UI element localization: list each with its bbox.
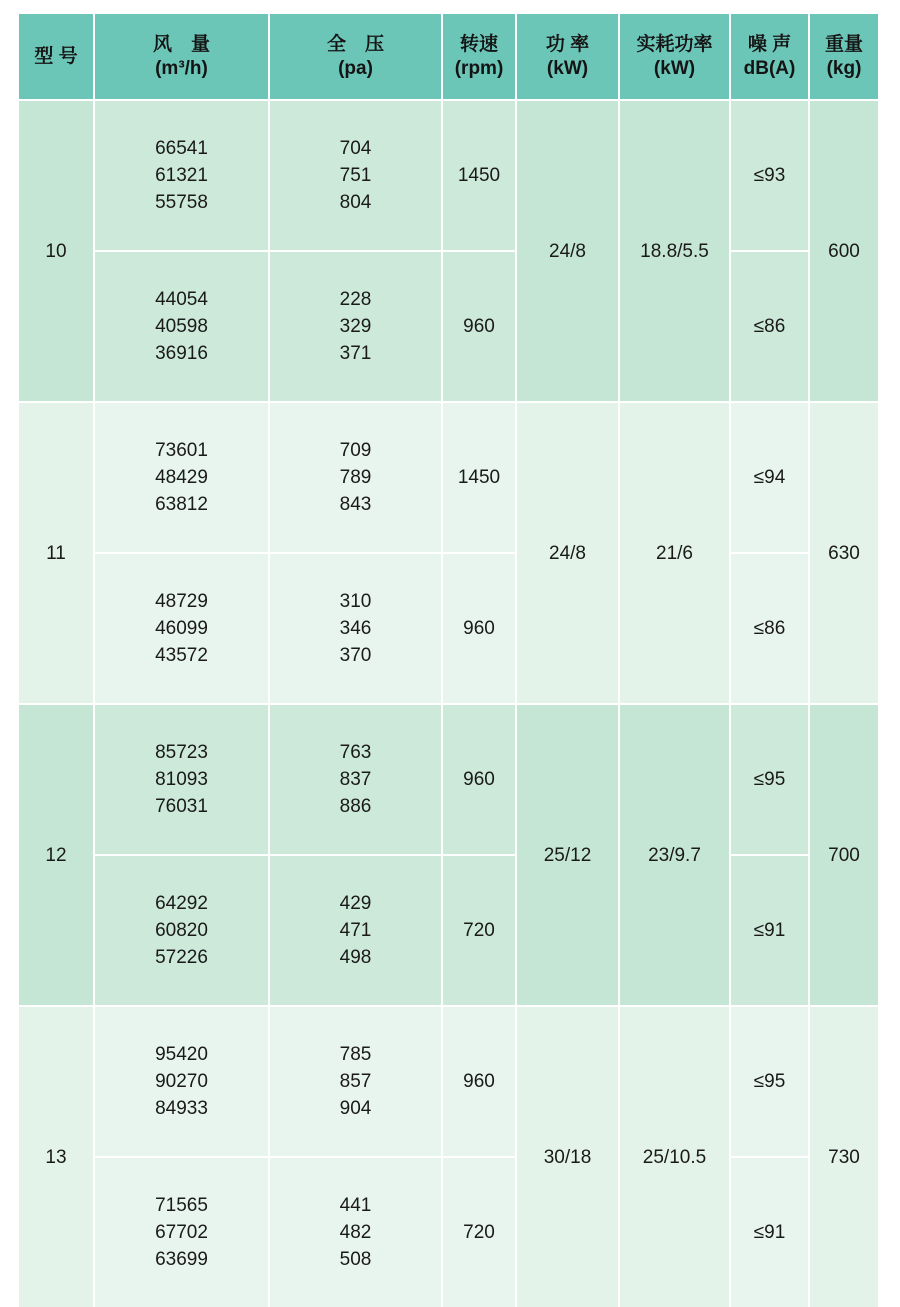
speed-cell: 720 (443, 856, 515, 1005)
airflow-cell-value: 46099 (155, 618, 208, 639)
airflow-cell-value: 44054 (155, 289, 208, 310)
pressure-cell (270, 1158, 441, 1307)
airflow-cell-value: 48429 (155, 467, 208, 488)
airflow-cell (95, 856, 268, 1005)
pressure-cell-value: 837 (339, 769, 372, 790)
pressure-cell (270, 101, 441, 250)
header-airflow-unit: (m³/h) (155, 57, 208, 79)
pressure-cell-value: 904 (339, 1098, 372, 1119)
airflow-cell-value: 57226 (155, 947, 208, 968)
airflow-cell (95, 403, 268, 552)
header-speed (443, 14, 515, 99)
table-header (19, 14, 878, 99)
airflow-cell (95, 1158, 268, 1307)
airflow-cell-value: 81093 (155, 769, 208, 790)
pressure-cell-value: 310 (339, 591, 372, 612)
speed-cell: 720 (443, 1158, 515, 1307)
header-airflow-label: 风 量 (152, 33, 210, 55)
pressure-cell-value: 843 (339, 494, 372, 515)
speed-cell: 1450 (443, 403, 515, 552)
airflow-cell-value: 48729 (155, 591, 208, 612)
pressure-cell-value: 429 (339, 893, 372, 914)
airflow-cell-value: 63699 (155, 1249, 208, 1270)
model-cell: 10 (19, 101, 93, 401)
weight-cell: 630 (810, 403, 878, 703)
pressure-cell-value: 370 (339, 645, 372, 666)
pressure-cell-value: 482 (339, 1222, 372, 1243)
pressure-cell-value: 441 (339, 1195, 372, 1216)
pressure-cell (270, 1007, 441, 1156)
header-speed-label: 转速 (459, 33, 498, 55)
header-weight-label: 重量 (824, 33, 863, 55)
pressure-cell-value: 228 (339, 289, 372, 310)
pressure-cell-value: 785 (339, 1044, 372, 1065)
airflow-cell (95, 554, 268, 703)
airflow-cell-value: 73601 (155, 440, 208, 461)
airflow-cell-value: 71565 (155, 1195, 208, 1216)
actual-power-cell: 21/6 (620, 403, 729, 703)
actual-power-cell: 18.8/5.5 (620, 101, 729, 401)
pressure-cell (270, 554, 441, 703)
pressure-cell (270, 403, 441, 552)
pressure-cell-value: 346 (339, 618, 372, 639)
pressure-cell (270, 252, 441, 401)
pressure-cell (270, 856, 441, 1005)
weight-cell: 700 (810, 705, 878, 1005)
airflow-cell-value: 85723 (155, 742, 208, 763)
header-actual-power-unit: (kW) (653, 57, 696, 79)
header-power (517, 14, 618, 99)
speed-cell: 960 (443, 1007, 515, 1156)
header-airflow (95, 14, 268, 99)
pressure-cell-value: 763 (339, 742, 372, 763)
airflow-cell (95, 101, 268, 250)
airflow-cell-value: 90270 (155, 1071, 208, 1092)
actual-power-cell: 23/9.7 (620, 705, 729, 1005)
pressure-cell-value: 886 (339, 796, 372, 817)
pressure-cell-value: 857 (339, 1071, 372, 1092)
airflow-cell-value: 84933 (155, 1098, 208, 1119)
noise-cell: ≤86 (731, 252, 808, 401)
speed-cell: 960 (443, 252, 515, 401)
speed-cell: 1450 (443, 101, 515, 250)
noise-cell: ≤93 (731, 101, 808, 250)
pressure-cell-value: 508 (339, 1249, 372, 1270)
actual-power-cell: 25/10.5 (620, 1007, 729, 1307)
model-cell: 13 (19, 1007, 93, 1307)
speed-cell: 960 (443, 554, 515, 703)
airflow-cell (95, 1007, 268, 1156)
header-speed-unit: (rpm) (454, 57, 504, 79)
header-noise-label: 噪 声 (747, 33, 792, 55)
airflow-cell-value: 64292 (155, 893, 208, 914)
header-noise (731, 14, 808, 99)
pressure-cell-value: 751 (339, 165, 372, 186)
header-actual-power-label: 实耗功率 (636, 33, 713, 55)
weight-cell: 600 (810, 101, 878, 401)
header-pressure-unit: (pa) (338, 57, 373, 79)
airflow-cell-value: 36916 (155, 343, 208, 364)
header-weight-unit: (kg) (826, 57, 862, 79)
pressure-cell (270, 705, 441, 854)
header-model-label: 型 号 (34, 45, 78, 67)
airflow-cell-value: 67702 (155, 1222, 208, 1243)
noise-cell: ≤86 (731, 554, 808, 703)
model-cell: 11 (19, 403, 93, 703)
airflow-cell-value: 76031 (155, 796, 208, 817)
header-power-label: 功 率 (545, 33, 590, 55)
airflow-cell-value: 43572 (155, 645, 208, 666)
header-actual-power (620, 14, 729, 99)
header-pressure-label: 全 压 (326, 33, 384, 55)
header-power-unit: (kW) (546, 57, 589, 79)
pressure-cell-value: 804 (339, 192, 372, 213)
airflow-cell-value: 60820 (155, 920, 208, 941)
noise-cell: ≤95 (731, 705, 808, 854)
power-cell: 30/18 (517, 1007, 618, 1307)
pressure-cell-value: 498 (339, 947, 372, 968)
pressure-cell-value: 371 (339, 343, 372, 364)
power-cell: 24/8 (517, 403, 618, 703)
noise-cell: ≤94 (731, 403, 808, 552)
pressure-cell-value: 709 (339, 440, 372, 461)
pressure-cell-value: 329 (339, 316, 372, 337)
pressure-cell-value: 471 (339, 920, 372, 941)
weight-cell: 730 (810, 1007, 878, 1307)
airflow-cell-value: 40598 (155, 316, 208, 337)
power-cell: 25/12 (517, 705, 618, 1005)
speed-cell: 960 (443, 705, 515, 854)
airflow-cell (95, 705, 268, 854)
pressure-cell-value: 704 (339, 138, 372, 159)
airflow-cell-value: 66541 (155, 138, 208, 159)
noise-cell: ≤91 (731, 1158, 808, 1307)
model-cell: 12 (19, 705, 93, 1005)
header-weight (810, 14, 878, 99)
header-model (19, 14, 93, 99)
airflow-cell-value: 55758 (155, 192, 208, 213)
pressure-cell-value: 789 (339, 467, 372, 488)
power-cell: 24/8 (517, 101, 618, 401)
airflow-cell (95, 252, 268, 401)
airflow-cell-value: 61321 (155, 165, 208, 186)
header-noise-unit: dB(A) (743, 57, 796, 79)
header-pressure (270, 14, 441, 99)
noise-cell: ≤95 (731, 1007, 808, 1156)
airflow-cell-value: 63812 (155, 494, 208, 515)
noise-cell: ≤91 (731, 856, 808, 1005)
airflow-cell-value: 95420 (155, 1044, 208, 1065)
